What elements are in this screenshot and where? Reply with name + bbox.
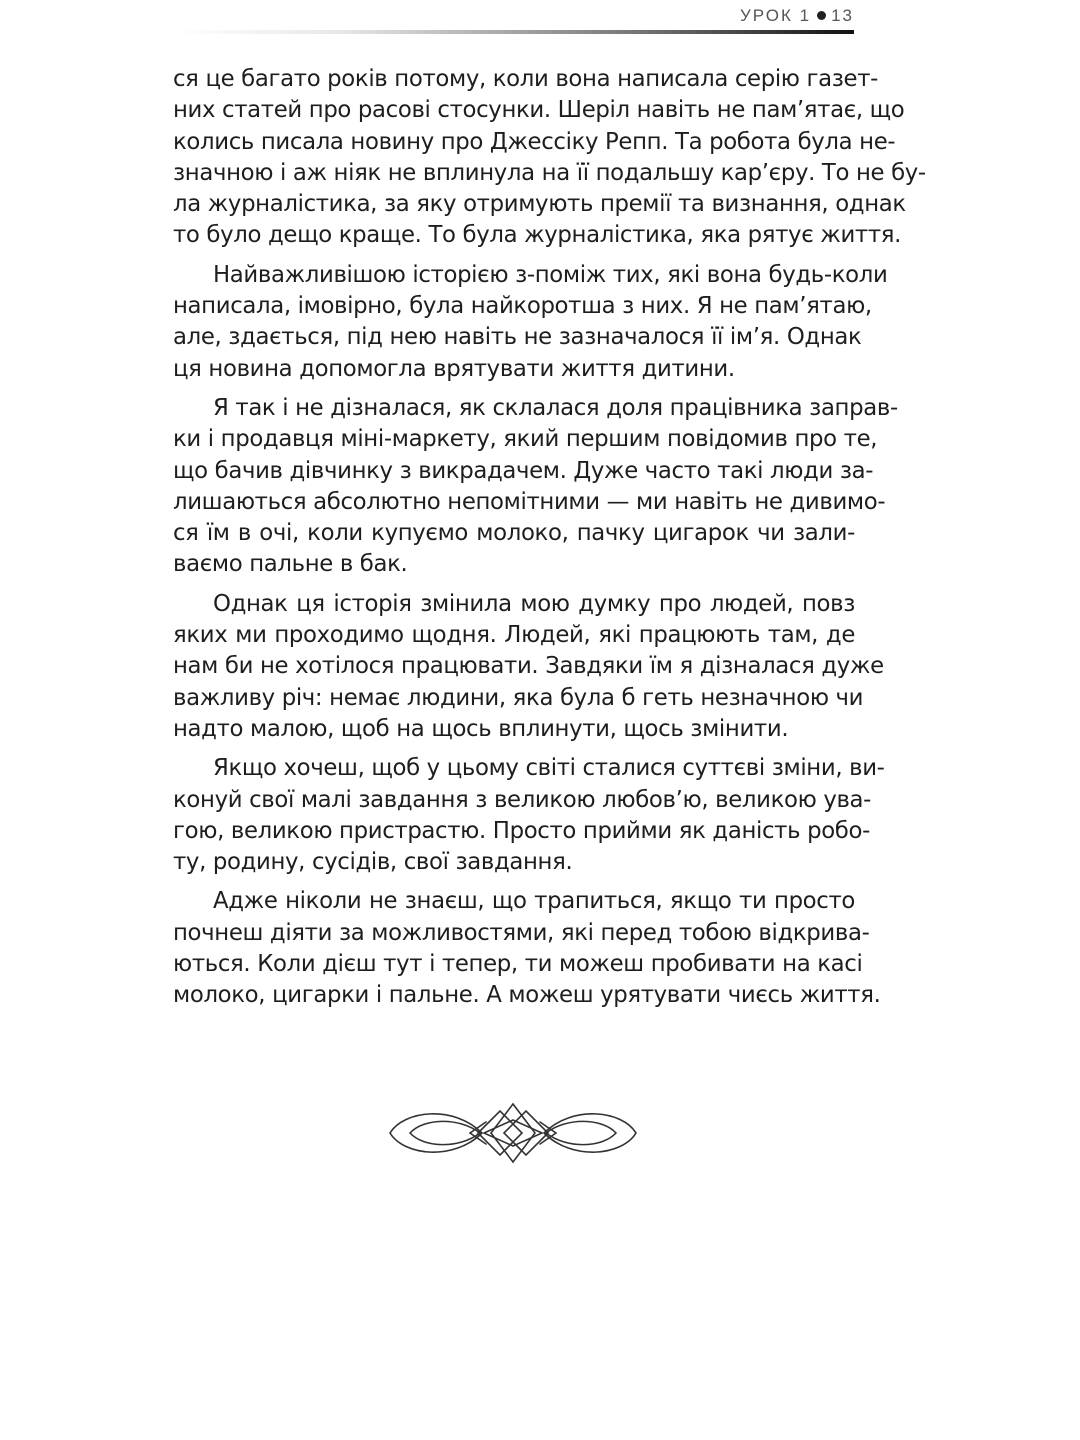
text-line: колись писала новину про Джессіку Репп. Та робота була не- (173, 128, 896, 155)
text-line: Найважливішою історією з-поміж тих, які вона будь-коли (213, 261, 888, 288)
paragraph-gap (173, 252, 855, 260)
text-line: але, здається, під нею навіть не зазначалося її ім’я. Однак (173, 324, 862, 351)
paragraph (173, 753, 885, 878)
paragraph (173, 64, 926, 252)
text-line: ся це багато років потому, коли вона написала серію газет- (173, 66, 879, 92)
text-line: ту, родину, сусідів, свої завдання. (173, 849, 573, 876)
ornament-divider-icon (384, 1100, 642, 1166)
bullet-dot-icon (817, 11, 826, 20)
text-line: Однак ця історія змінила мою думку про людей, повз (213, 590, 855, 617)
paragraph (173, 393, 898, 581)
section-label: УРОК 1 (740, 6, 812, 25)
paragraph (173, 886, 881, 1011)
text-line: лишаються абсолютно непомітними — ми навіть не дивимо- (173, 488, 886, 515)
text-line: ваємо пальне в бак. (173, 551, 408, 578)
text-line: Якщо хочеш, щоб у цьому світі сталися суттєві зміни, ви- (213, 755, 885, 782)
paragraph-gap (173, 878, 855, 886)
text-line: конуй свої малі завдання з великою любов’ю, великою ува- (173, 786, 872, 813)
paragraph (173, 589, 884, 745)
text-line: почнеш діяти за можливостями, які перед тобою відкрива- (173, 919, 870, 946)
page-number: 13 (831, 6, 854, 25)
text-line: важливу річ: немає людини, яка була б геть незначною чи (173, 684, 864, 711)
running-header (740, 6, 854, 26)
text-line: ла журналістика, за яку отримують премії та визнання, однак (173, 191, 906, 218)
paragraph-gap (173, 385, 855, 393)
text-line: ся їм в очі, коли купуємо молоко, пачку цигарок чи зали- (173, 520, 855, 547)
paragraph-gap (173, 581, 855, 589)
text-line: них статей про расові стосунки. Шеріл навіть не пам’ятає, що (173, 97, 905, 124)
text-line: яких ми проходимо щодня. Людей, які працюють там, де (173, 622, 855, 649)
text-line: значною і аж ніяк не вплинула на її подальшу кар’єру. То не бу- (173, 159, 926, 186)
text-line: молоко, цигарки і пальне. А можеш урятувати чиєсь життя. (173, 982, 881, 1009)
text-line: ються. Коли дієш тут і тепер, ти можеш пробивати на касі (173, 951, 863, 978)
text-line: Адже ніколи не знаєш, що трапиться, якщо ти просто (213, 888, 855, 915)
text-line: Я так і не дізналася, як склалася доля працівника заправ- (213, 394, 898, 421)
text-line: нам би не хотілося працювати. Завдяки їм я дізналася дуже (173, 653, 884, 680)
body-text (173, 64, 926, 1012)
paragraph (173, 260, 888, 385)
paragraph-gap (173, 745, 855, 753)
text-line: написала, імовірно, була найкоротша з них. Я не пам’ятаю, (173, 293, 872, 320)
text-line: ця новина допомогла врятувати життя дитини. (173, 355, 735, 382)
text-line: що бачив дівчинку з викрадачем. Дуже часто такі люди за- (173, 457, 874, 484)
text-line: ки і продавця міні-маркету, який першим повідомив про те, (173, 426, 878, 453)
text-line: надто малою, щоб на щось вплинути, щось змінити. (173, 715, 789, 742)
text-line: то було дещо краще. То була журналістика, яка рятує життя. (173, 222, 902, 249)
text-line: гою, великою пристрастю. Просто прийми як даність робо- (173, 817, 870, 844)
header-rule (176, 30, 854, 34)
